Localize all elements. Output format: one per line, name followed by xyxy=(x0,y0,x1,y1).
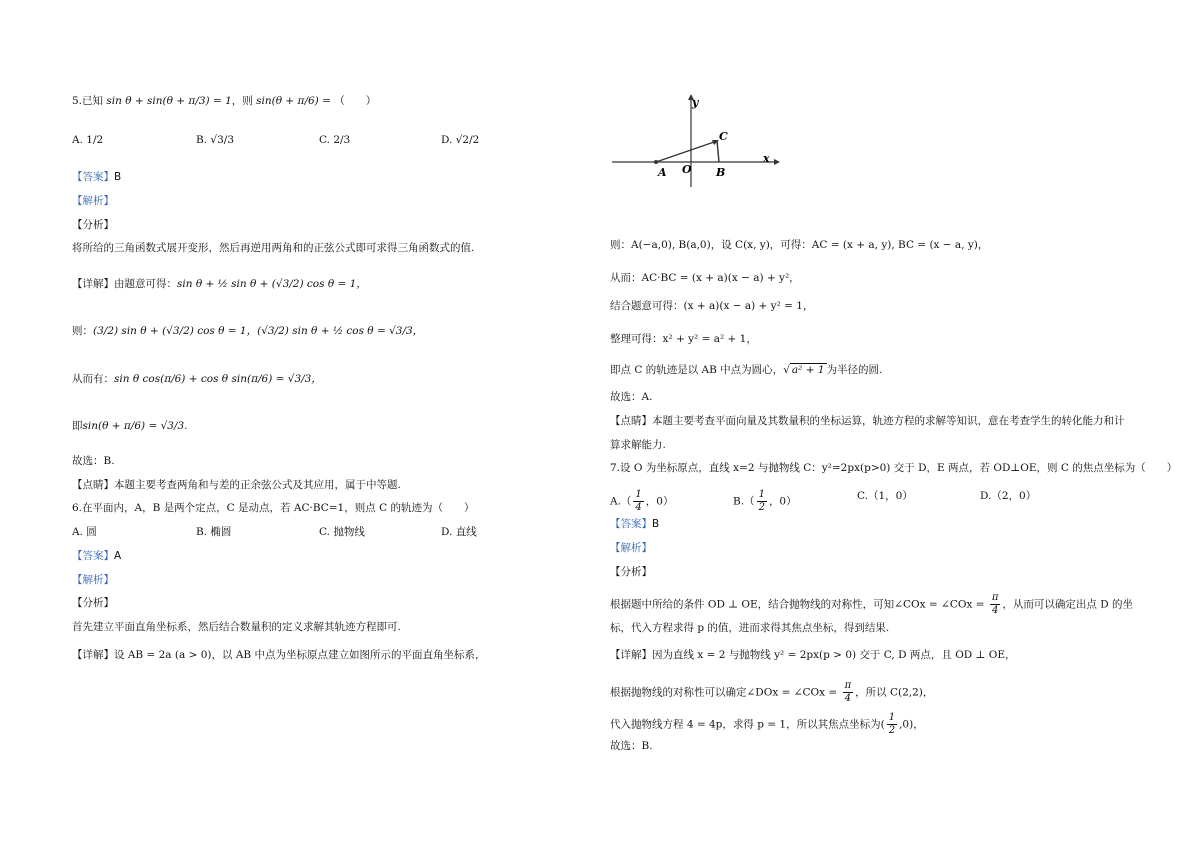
q6-option-a: A. 圆 xyxy=(72,526,97,538)
q6-detail-3: 从而：AC·BC = (x + a)(x − a) + y²， xyxy=(610,272,800,284)
q7-detail-3 xyxy=(610,712,924,737)
q5-option-b xyxy=(196,133,234,147)
q5-dianjing-tag: 【点睛】 xyxy=(72,479,114,491)
q7-fenxi-tag: 【分析】 xyxy=(610,566,652,578)
q7-fenxi-1-prefix: 根据题中所给的条件 OD ⊥ OE，结合抛物线的对称性，可知∠COx = ∠COx = xyxy=(610,598,988,611)
q5-detail-3 xyxy=(72,372,322,386)
q6-answer xyxy=(72,549,121,563)
q7-detail-3-frac xyxy=(887,712,897,737)
q6-detail-6-suffix: 为半径的圆. xyxy=(826,364,883,376)
vector-ac xyxy=(656,141,717,162)
q5-option-c-value: 2/3 xyxy=(333,134,351,146)
q5-option-c xyxy=(319,133,350,147)
q5-detail-3-prefix: 从而有： xyxy=(72,373,114,385)
q5-option-c-label: C. xyxy=(319,134,330,146)
q7-option-a-den: 4 xyxy=(635,502,642,513)
q5-option-a xyxy=(72,133,103,147)
q5-detail-4 xyxy=(72,419,188,433)
q5-detail-3-formula: sin θ cos(π/6) + cos θ sin(π/6) = √3/3， xyxy=(114,373,322,385)
q7-option-b-label: B.（ xyxy=(733,495,755,508)
q7-conclusion: 故选：B. xyxy=(610,740,653,752)
q7-option-a-frac xyxy=(633,489,643,514)
label-o: O xyxy=(682,163,692,176)
q7-option-b-tail: ，0） xyxy=(768,495,797,508)
q7-fenxi-1 xyxy=(610,592,1133,617)
q6-detail-1 xyxy=(72,648,485,662)
q6-dianjing-text-1: 本题主要考查平面向量及其数量积的坐标运算，轨迹方程的求解等知识，意在考查学生的转化能力和计 xyxy=(652,415,1125,427)
q7-detail-2-prefix: 根据抛物线的对称性可以确定∠DOx = ∠COx = xyxy=(610,686,841,699)
q6-detail-2: 则：A(−a,0), B(a,0)，设 C(x, y)，可得：AC = (x + a, y), BC = (x − a, y)， xyxy=(610,239,989,251)
q5-dianjing xyxy=(72,478,401,492)
q7-analysis-tag: 【解析】 xyxy=(610,542,652,554)
q6-fenxi-tag: 【分析】 xyxy=(72,597,114,609)
x-axis-arrow-icon xyxy=(774,159,780,165)
q6-fenxi-text: 首先建立平面直角坐标系，然后结合数量积的定义求解其轨迹方程即可. xyxy=(72,621,401,633)
q7-detail-2 xyxy=(610,680,933,705)
label-y: y xyxy=(692,96,699,109)
q6-radius-radicand: a² + 1 xyxy=(791,364,825,376)
q7-detail-1 xyxy=(610,648,1016,662)
q5-option-a-label: A. xyxy=(72,134,83,146)
q5-detail-4-formula: sin(θ + π/6) = √3/3. xyxy=(82,420,188,432)
q7-option-b xyxy=(733,489,797,514)
q7-answer xyxy=(610,517,659,531)
q7-fenxi-2: 标，代入方程求得 p 的值，进而求得其焦点坐标，得到结果. xyxy=(610,622,890,634)
q6-answer-value: A xyxy=(114,550,122,562)
q5-analysis-tag: 【解析】 xyxy=(72,195,114,207)
q5-stem-formula: sin θ + sin(θ + π/3) = 1 xyxy=(106,95,232,107)
q5-option-b-value: √3/3 xyxy=(210,134,234,146)
q6-option-b: B. 椭圆 xyxy=(196,526,232,538)
q7-option-b-den: 2 xyxy=(758,502,765,513)
q5-detail-2-prefix: 则： xyxy=(72,325,93,337)
q5-stem-blank: （ ） xyxy=(334,95,377,107)
q7-option-a xyxy=(610,489,673,514)
q7-stem: 7.设 O 为坐标原点，直线 x=2 与抛物线 C：y²=2px(p>0) 交于 D，E 两点，若 OD⊥OE，则 C 的焦点坐标为（ ） xyxy=(610,462,1178,474)
q5-stem-mid: ，则 xyxy=(231,95,253,107)
label-x: x xyxy=(763,152,770,165)
q6-answer-tag: 【答案】 xyxy=(72,550,114,562)
q7-detail-3-den: 2 xyxy=(888,725,896,736)
q7-option-c: C.（1，0） xyxy=(857,490,913,502)
q5-option-a-value: 1/2 xyxy=(86,134,104,146)
q7-fenxi-1-frac xyxy=(990,592,1001,617)
q6-coordinate-figure xyxy=(606,92,786,188)
q7-fenxi-1-suffix: ，从而可以确定出点 D 的坐 xyxy=(1002,598,1134,611)
q6-detail-6 xyxy=(610,363,882,377)
label-c: C xyxy=(719,130,728,143)
q6-detail-tag: 【详解】 xyxy=(72,649,114,661)
q5-detail-2 xyxy=(72,324,423,338)
q5-answer xyxy=(72,170,121,184)
q5-stem xyxy=(72,94,376,108)
q6-option-c: C. 抛物线 xyxy=(319,526,365,538)
q6-stem: 6.在平面内，A，B 是两个定点，C 是动点，若 AC·BC=1，则点 C 的轨迹为（ ） xyxy=(72,502,475,514)
q6-detail-1-text: 设 AB = 2a (a > 0)，以 AB 中点为坐标原点建立如图所示的平面直角坐标系， xyxy=(114,649,486,661)
q7-detail-2-frac xyxy=(843,680,854,705)
q6-radius-formula: √ a² + 1 xyxy=(783,364,825,376)
q5-dianjing-text: 本题主要考查两角和与差的正余弦公式及其应用，属于中等题. xyxy=(114,479,401,491)
q6-option-d: D. 直线 xyxy=(441,526,477,538)
q5-detail-tag: 【详解】 xyxy=(72,278,114,290)
q7-detail-3-num: 1 xyxy=(888,712,896,723)
q6-analysis-tag: 【解析】 xyxy=(72,574,114,586)
q7-answer-tag: 【答案】 xyxy=(610,518,652,530)
q5-detail-1-text: 由题意可得： xyxy=(114,278,177,290)
q5-conclusion: 故选：B. xyxy=(72,455,115,467)
q6-conclusion: 故选：A. xyxy=(610,391,653,403)
q5-option-d-label: D. xyxy=(441,134,453,146)
q5-answer-value: B xyxy=(114,171,122,183)
q5-option-d xyxy=(441,133,479,147)
q7-option-b-num: 1 xyxy=(758,489,765,500)
q5-stem-formula-2: sin(θ + π/6) = xyxy=(256,95,331,107)
q7-detail-3-suffix: ,0)， xyxy=(899,718,924,731)
q7-detail-2-suffix: ，所以 C(2,2)， xyxy=(855,686,934,699)
q6-dianjing-cont: 算求解能力. xyxy=(610,439,666,451)
q7-option-a-tail: ，0） xyxy=(645,495,674,508)
q5-detail-1-formula: sin θ + ½ sin θ + (√3/2) cos θ = 1， xyxy=(177,278,367,290)
q6-dianjing xyxy=(610,414,1125,428)
q7-detail-tag: 【详解】 xyxy=(610,649,652,661)
q6-detail-4: 结合题意可得：(x + a)(x − a) + y² = 1， xyxy=(610,300,814,312)
q5-detail-2-formula: (3/2) sin θ + (√3/2) cos θ = 1，(√3/2) sin θ + ½ cos θ = √3/3， xyxy=(93,325,424,337)
segment-cb xyxy=(717,141,719,162)
q7-option-a-num: 1 xyxy=(635,489,642,500)
q7-fenxi-1-num: π xyxy=(991,592,999,603)
q7-detail-3-prefix: 代入抛物线方程 4 = 4p，求得 p = 1，所以其焦点坐标为( xyxy=(610,718,885,731)
q7-answer-value: B xyxy=(652,518,660,530)
q5-option-b-label: B. xyxy=(196,134,208,146)
q6-dianjing-tag: 【点睛】 xyxy=(610,415,652,427)
q7-fenxi-1-den: 4 xyxy=(991,605,999,616)
q5-answer-tag: 【答案】 xyxy=(72,171,114,183)
point-a xyxy=(654,160,658,164)
q5-detail-4-prefix: 即 xyxy=(72,420,83,432)
q7-detail-2-num: π xyxy=(844,680,852,691)
label-a: A xyxy=(658,166,667,179)
q7-detail-2-den: 4 xyxy=(844,693,852,704)
q5-stem-prefix: 5.已知 xyxy=(72,95,104,107)
q7-option-b-frac xyxy=(757,489,767,514)
q7-option-a-label: A.（ xyxy=(610,495,632,508)
label-b: B xyxy=(716,166,726,179)
q5-detail-1 xyxy=(72,277,367,291)
q7-detail-1-text: 因为直线 x = 2 与抛物线 y² = 2px(p > 0) 交于 C, D 两点，且 OD ⊥ OE， xyxy=(652,649,1016,661)
q5-option-d-value: √2/2 xyxy=(455,134,480,146)
q6-detail-6-prefix: 即点 C 的轨迹是以 AB 中点为圆心， xyxy=(610,364,784,376)
q5-fenxi-tag: 【分析】 xyxy=(72,219,114,231)
q6-detail-5: 整理可得：x² + y² = a² + 1， xyxy=(610,333,757,345)
q7-option-d: D.（2，0） xyxy=(980,490,1037,502)
q5-fenxi-text: 将所给的三角函数式展开变形，然后再逆用两角和的正弦公式即可求得三角函数式的值. xyxy=(72,242,475,254)
